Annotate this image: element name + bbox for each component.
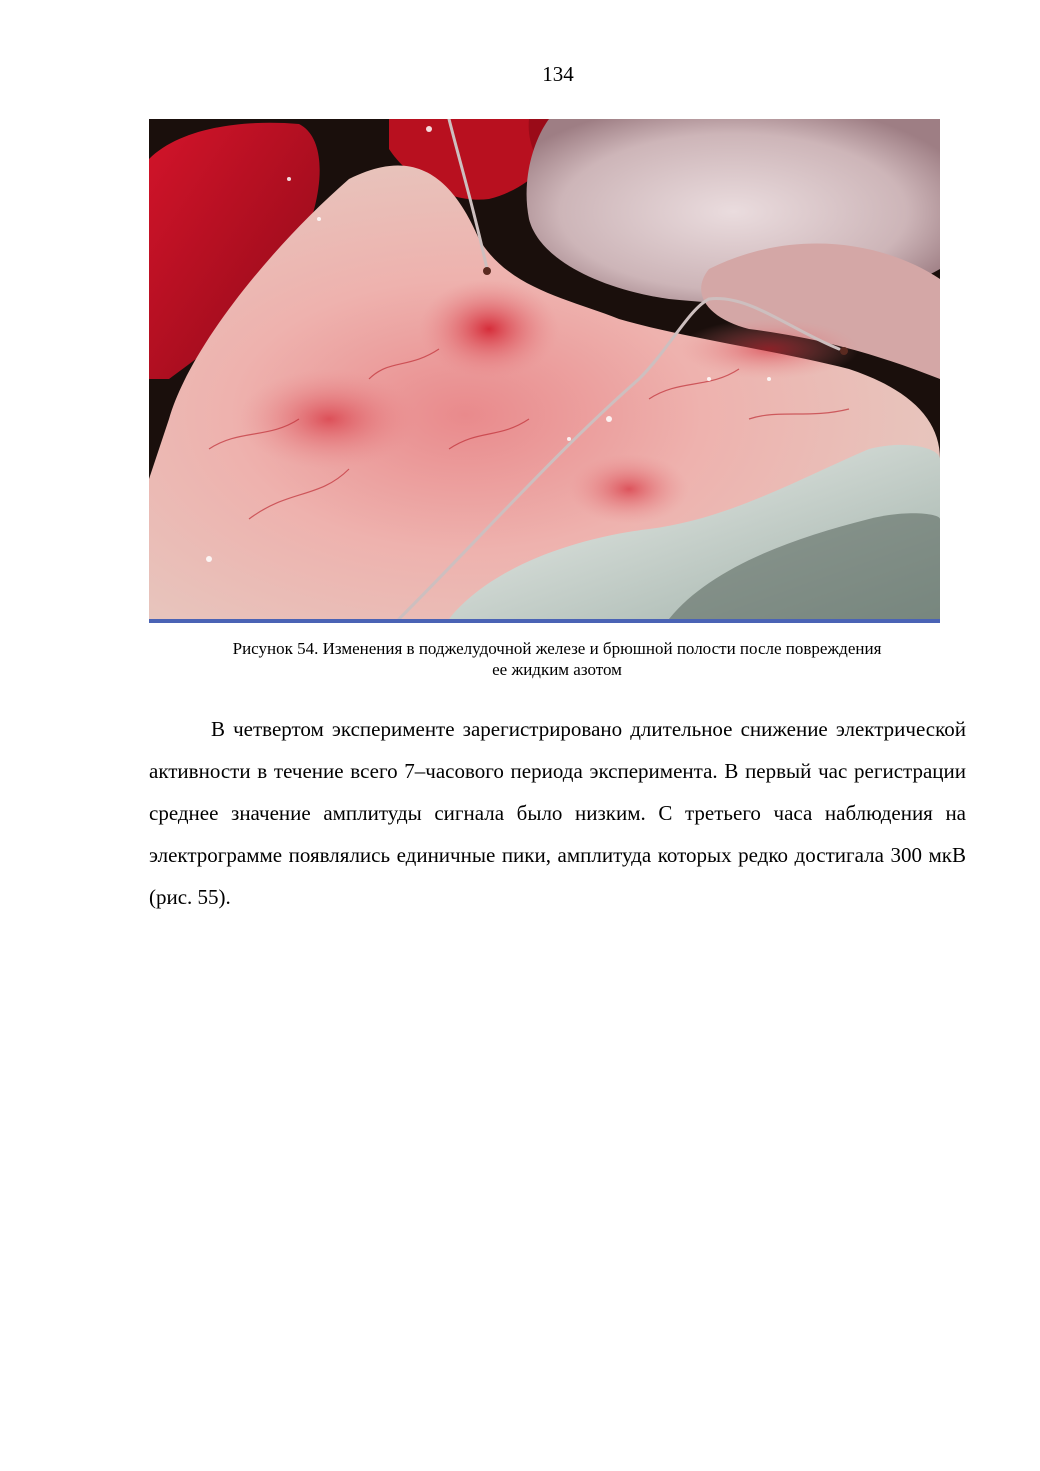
figure-caption	[149, 638, 965, 680]
body-text	[149, 708, 966, 918]
figure-caption-line: ее жидким азотом	[492, 660, 622, 679]
electrode-tip-icon	[840, 347, 848, 355]
page-number: 134	[542, 62, 574, 86]
figure-caption-line: Рисунок 54. Изменения в поджелудочной железе и брюшной полости после повреждения	[232, 639, 882, 658]
paragraph: В четвертом эксперименте зарегистрировано длительное снижение электрической активности в течение всего 7–часового периода эксперимента. В первый час регистрации среднее значение амплитуды сигнала было низким. С третьего часа наблюдения на электрограмме появлялись единичные пики, амплитуда которых редко достигала 300 мкВ (рис. 55).	[149, 717, 966, 909]
figure-photo-pancreas	[149, 119, 940, 623]
electrode-tip-icon	[483, 267, 491, 275]
surgical-photo	[149, 119, 940, 619]
